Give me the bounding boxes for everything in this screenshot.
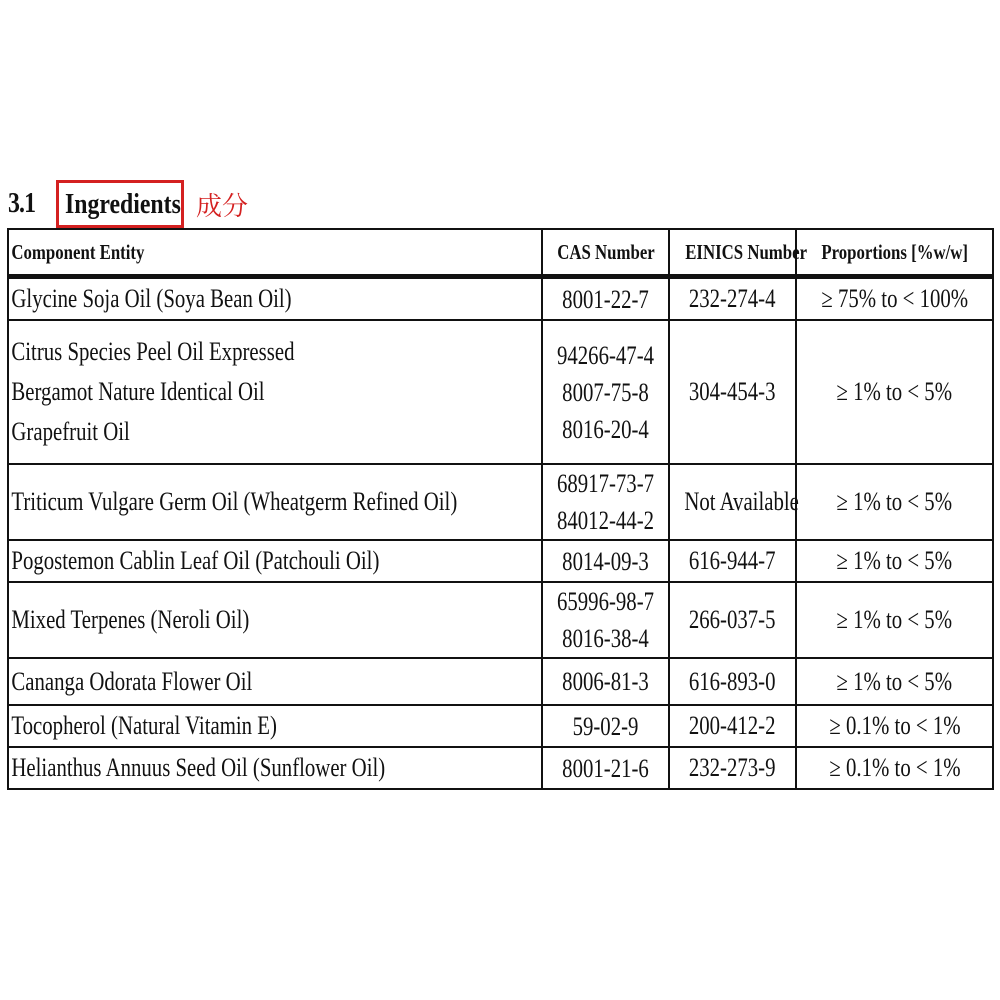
proportion-cell <box>796 705 993 747</box>
cas-number: 8001-22-7 <box>562 284 649 314</box>
component-name: Triticum Vulgare Germ Oil (Wheatgerm Refined Oil) <box>11 487 458 516</box>
proportion-cell <box>796 464 993 540</box>
einics-number: 232-274-4 <box>689 284 776 313</box>
proportion-value: ≥ 1% to < 5% <box>836 605 953 634</box>
component-name: Mixed Terpenes (Neroli Oil) <box>11 605 250 634</box>
proportion-cell <box>796 747 993 789</box>
section-number: 3.1 <box>8 188 36 219</box>
cas-number-cell <box>542 320 669 464</box>
proportion-value: ≥ 75% to < 100% <box>821 284 968 313</box>
proportion-value: ≥ 1% to < 5% <box>836 487 953 516</box>
component-cell <box>8 277 542 321</box>
header-proportions: Proportions [%w/w] <box>796 229 993 277</box>
cas-number-cell <box>542 540 669 582</box>
component-name: Helianthus Annuus Seed Oil (Sunflower Oil) <box>11 753 386 782</box>
einics-number: Not Available <box>684 487 799 516</box>
component-name: Citrus Species Peel Oil Expressed <box>11 337 295 366</box>
table-row <box>8 705 993 747</box>
cas-number: 94266-47-4 <box>556 340 655 370</box>
table-header-row <box>8 229 993 277</box>
component-cell <box>8 464 542 540</box>
einics-number: 200-412-2 <box>689 711 776 740</box>
einics-number: 232-273-9 <box>689 753 776 782</box>
cas-number: 65996-98-7 <box>556 587 655 616</box>
proportion-cell <box>796 582 993 658</box>
component-cell <box>8 658 542 705</box>
cas-number-cell <box>542 747 669 789</box>
proportion-cell <box>796 540 993 582</box>
cas-number: 84012-44-2 <box>556 506 655 535</box>
section-title-highlight-box <box>56 180 184 228</box>
proportion-value: ≥ 1% to < 5% <box>836 666 953 696</box>
einics-number-cell <box>669 747 796 789</box>
einics-number-cell <box>669 277 796 321</box>
component-name: Tocopherol (Natural Vitamin E) <box>11 711 277 740</box>
table-row <box>8 658 993 705</box>
table-row <box>8 540 993 582</box>
section-heading <box>8 180 248 228</box>
component-name: Grapefruit Oil <box>11 417 130 446</box>
component-cell <box>8 320 542 464</box>
cas-number: 8016-38-4 <box>562 624 649 653</box>
einics-number-cell <box>669 540 796 582</box>
einics-number-cell <box>669 705 796 747</box>
cas-number: 8007-75-8 <box>562 377 649 407</box>
component-name: Bergamot Nature Identical Oil <box>11 377 265 406</box>
table-row <box>8 582 993 658</box>
cas-number-cell <box>542 582 669 658</box>
table-row <box>8 464 993 540</box>
header-cas-number: CAS Number <box>542 229 669 277</box>
component-name: Glycine Soja Oil (Soya Bean Oil) <box>11 284 292 313</box>
einics-number-cell <box>669 464 799 540</box>
cas-number: 8006-81-3 <box>562 667 649 696</box>
component-name: Pogostemon Cablin Leaf Oil (Patchouli Oil) <box>11 546 380 575</box>
einics-number: 616-893-0 <box>689 666 776 696</box>
cas-number: 59-02-9 <box>572 711 639 741</box>
proportion-value: ≥ 1% to < 5% <box>836 546 953 575</box>
component-cell <box>8 747 542 789</box>
cas-number-cell <box>542 705 669 747</box>
cas-number-cell <box>542 277 669 321</box>
proportion-value: ≥ 0.1% to < 1% <box>828 753 961 782</box>
header-einics-number: EINICS Number <box>669 229 796 277</box>
cas-number-cell <box>542 658 669 705</box>
component-cell <box>8 582 542 658</box>
proportion-value: ≥ 1% to < 5% <box>836 377 953 406</box>
einics-number-cell <box>669 582 796 658</box>
ingredients-table <box>7 228 994 790</box>
cas-number: 8014-09-3 <box>562 546 649 576</box>
cas-number-cell <box>542 464 669 540</box>
proportion-value: ≥ 0.1% to < 1% <box>828 711 961 740</box>
component-cell <box>8 540 542 582</box>
table-row <box>8 320 993 464</box>
proportion-cell <box>796 277 993 321</box>
cas-number: 8016-20-4 <box>562 414 649 444</box>
section-annotation: 成分 <box>196 191 249 222</box>
proportion-cell <box>796 658 993 705</box>
header-component-entity: Component Entity <box>8 229 542 277</box>
table-row <box>8 277 993 321</box>
proportion-cell <box>796 320 993 464</box>
component-name: Cananga Odorata Flower Oil <box>11 666 253 696</box>
table-row <box>8 747 993 789</box>
cas-number: 8001-21-6 <box>562 753 649 783</box>
einics-number: 304-454-3 <box>689 377 776 406</box>
cas-number: 68917-73-7 <box>556 469 655 498</box>
component-cell <box>8 705 542 747</box>
section-title: Ingredients <box>65 187 181 220</box>
einics-number: 266-037-5 <box>689 605 776 634</box>
einics-number-cell <box>669 320 796 464</box>
einics-number-cell <box>669 658 796 705</box>
einics-number: 616-944-7 <box>689 546 776 575</box>
